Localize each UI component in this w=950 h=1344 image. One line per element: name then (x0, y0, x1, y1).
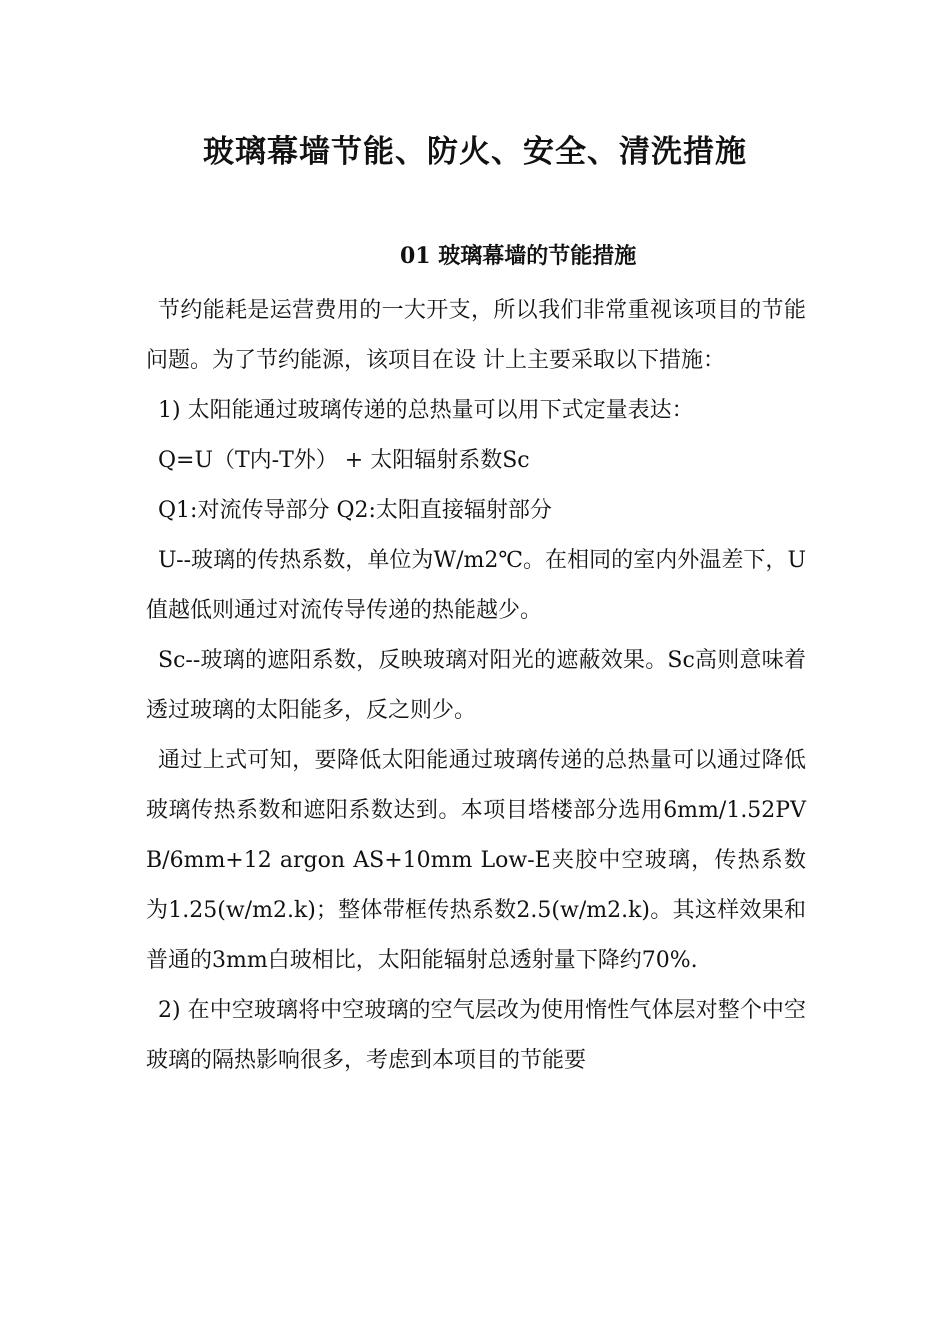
paragraph-measure-1: 1) 太阳能通过玻璃传递的总热量可以用下式定量表达： (158, 398, 694, 423)
paragraph-measure-2: 2) 在中空玻璃将中空玻璃的空气层改为使用惰性气体层对整个中空玻璃的隔热影响很多，考虑到本项目的节能要 (146, 998, 806, 1073)
body-text (146, 286, 806, 1086)
paragraph-sc-value: Sc--玻璃的遮阳系数，反映玻璃对阳光的遮蔽效果。Sc高则意味着透过玻璃的太阳能多，反之则少。 (146, 648, 806, 723)
paragraph-u-value: U--玻璃的传热系数，单位为W/m2℃。在相同的室内外温差下，U值越低则通过对流传导传递的热能越少。 (146, 548, 806, 623)
paragraph-intro: 节约能耗是运营费用的一大开支，所以我们非常重视该项目的节能问题。为了节约能源，该项目在设 计上主要采取以下措施： (146, 298, 806, 373)
paragraph-conclusion: 通过上式可知，要降低太阳能通过玻璃传递的总热量可以通过降低玻璃传热系数和遮阳系数达到。本项目塔楼部分选用6mm/1.52PVB/6mm+12 argon AS+10mm Low-E夹胶中空玻璃，传热系数为1.25(w/m2.k)；整体带框传热系数2.5(w/m2.k)。其这样效果和普通的3mm白玻相比，太阳能辐射总透射量下降约70%. (146, 748, 806, 973)
paragraph-formula: Q=U（T内-T外） + 太阳辐射系数Sc (158, 448, 530, 473)
paragraph-formula-parts: Q1:对流传导部分 Q2:太阳直接辐射部分 (158, 498, 552, 523)
section-heading: 01 玻璃幕墙的节能措施 (400, 243, 637, 269)
document-title: 玻璃幕墙节能、防火、安全、清洗措施 (203, 134, 747, 170)
